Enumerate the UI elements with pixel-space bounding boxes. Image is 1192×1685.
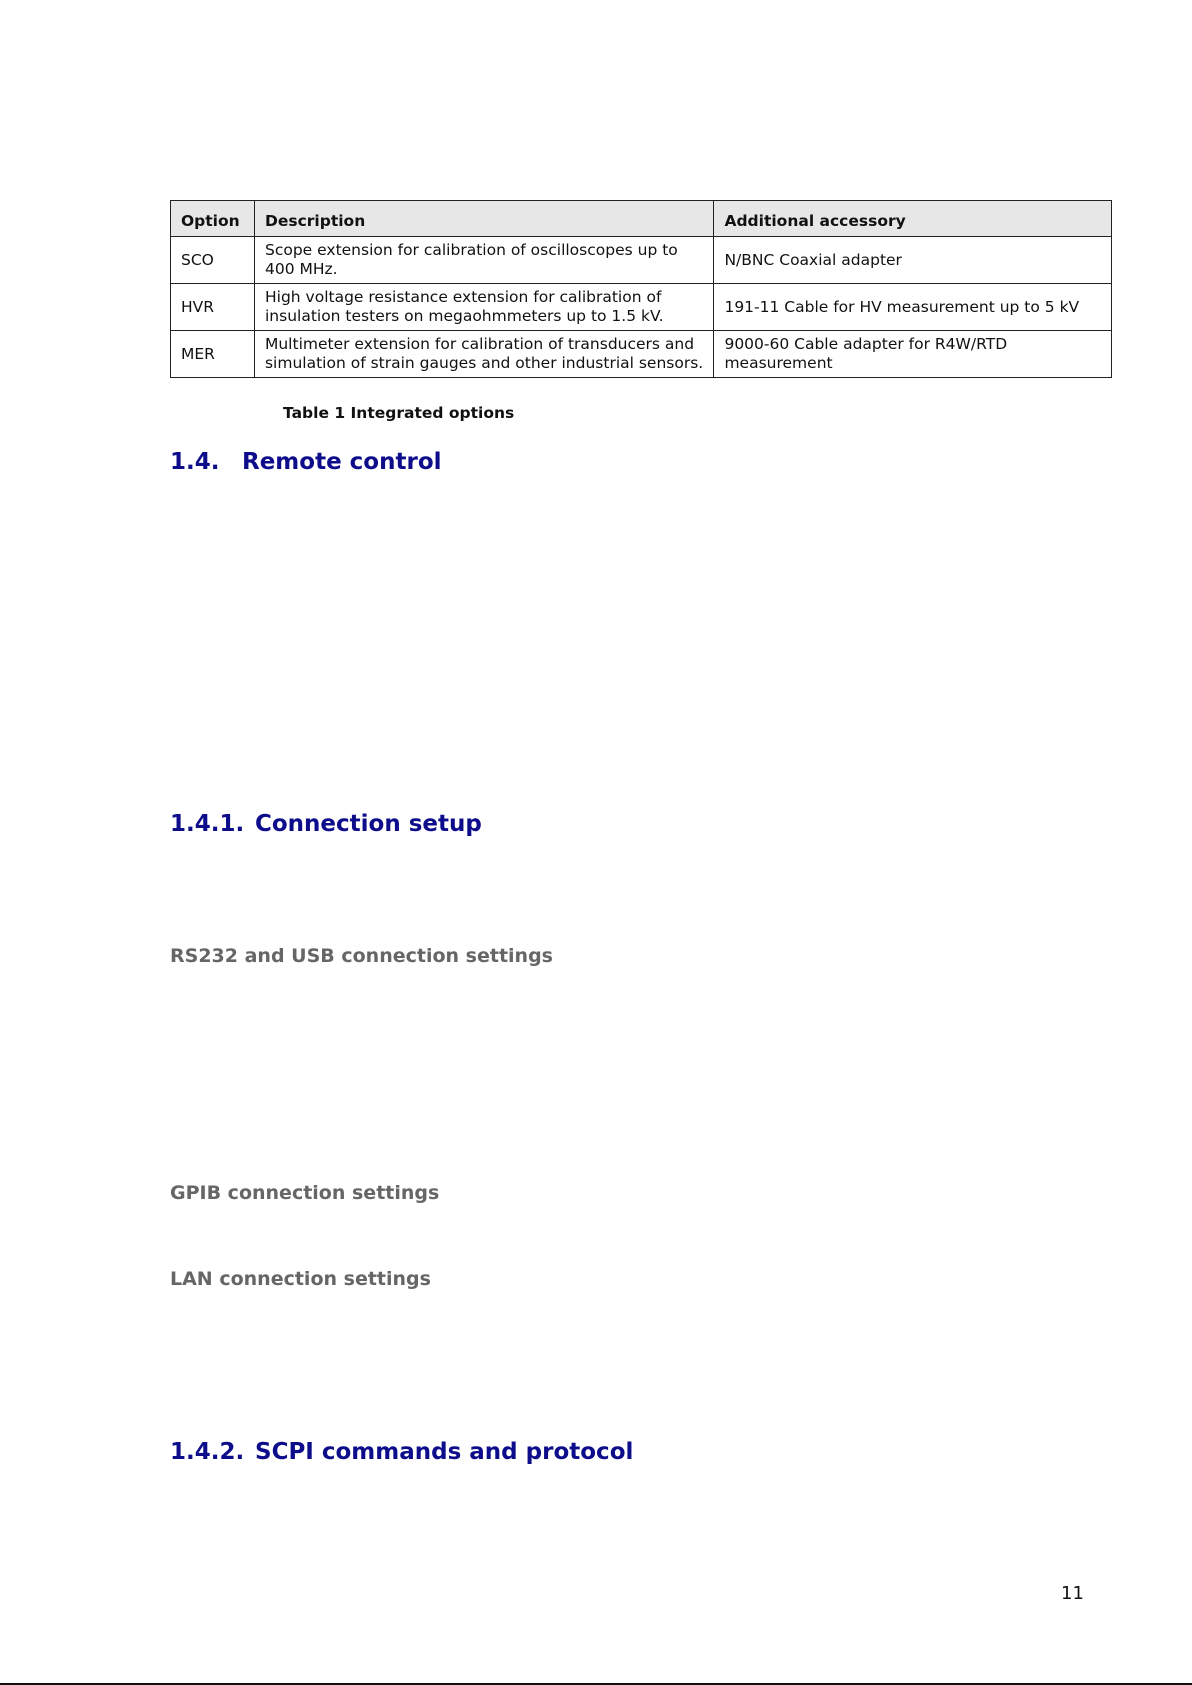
- cell-option: MER: [171, 331, 255, 378]
- table-header-row: [171, 201, 1112, 237]
- heading-number: 1.4.2.: [170, 1439, 245, 1465]
- subheading-rs232-usb: RS232 and USB connection settings: [170, 945, 553, 967]
- table-row: [171, 284, 1112, 331]
- table-row: [171, 237, 1112, 284]
- header-description: Description: [254, 201, 713, 237]
- page-number: 11: [1061, 1583, 1084, 1604]
- heading-number: 1.4.1.: [170, 811, 245, 837]
- header-accessory: Additional accessory: [714, 201, 1112, 237]
- heading-title: Remote control: [242, 449, 442, 475]
- integrated-options-table: [170, 200, 1112, 378]
- cell-option: SCO: [171, 237, 255, 284]
- subheading-gpib: GPIB connection settings: [170, 1182, 440, 1204]
- cell-accessory: 191-11 Cable for HV measurement up to 5 kV: [714, 284, 1112, 331]
- cell-description: Multimeter extension for calibration of transducers and simulation of strain gauges and other industrial sensors.: [254, 331, 713, 378]
- table-row: [171, 331, 1112, 378]
- heading-connection-setup: [170, 811, 482, 837]
- heading-title: Connection setup: [255, 811, 482, 837]
- heading-number: 1.4.: [170, 449, 220, 475]
- cell-accessory: 9000-60 Cable adapter for R4W/RTD measurement: [714, 331, 1112, 378]
- heading-remote-control: [170, 449, 442, 475]
- cell-description: High voltage resistance extension for calibration of insulation testers on megaohmmeters up to 1.5 kV.: [254, 284, 713, 331]
- header-option: Option: [171, 201, 255, 237]
- cell-option: HVR: [171, 284, 255, 331]
- table-caption: Table 1 Integrated options: [283, 404, 515, 422]
- subheading-lan: LAN connection settings: [170, 1268, 431, 1290]
- heading-title: SCPI commands and protocol: [255, 1439, 634, 1465]
- cell-accessory: N/BNC Coaxial adapter: [714, 237, 1112, 284]
- cell-description: Scope extension for calibration of oscilloscopes up to 400 MHz.: [254, 237, 713, 284]
- heading-scpi: [170, 1439, 633, 1465]
